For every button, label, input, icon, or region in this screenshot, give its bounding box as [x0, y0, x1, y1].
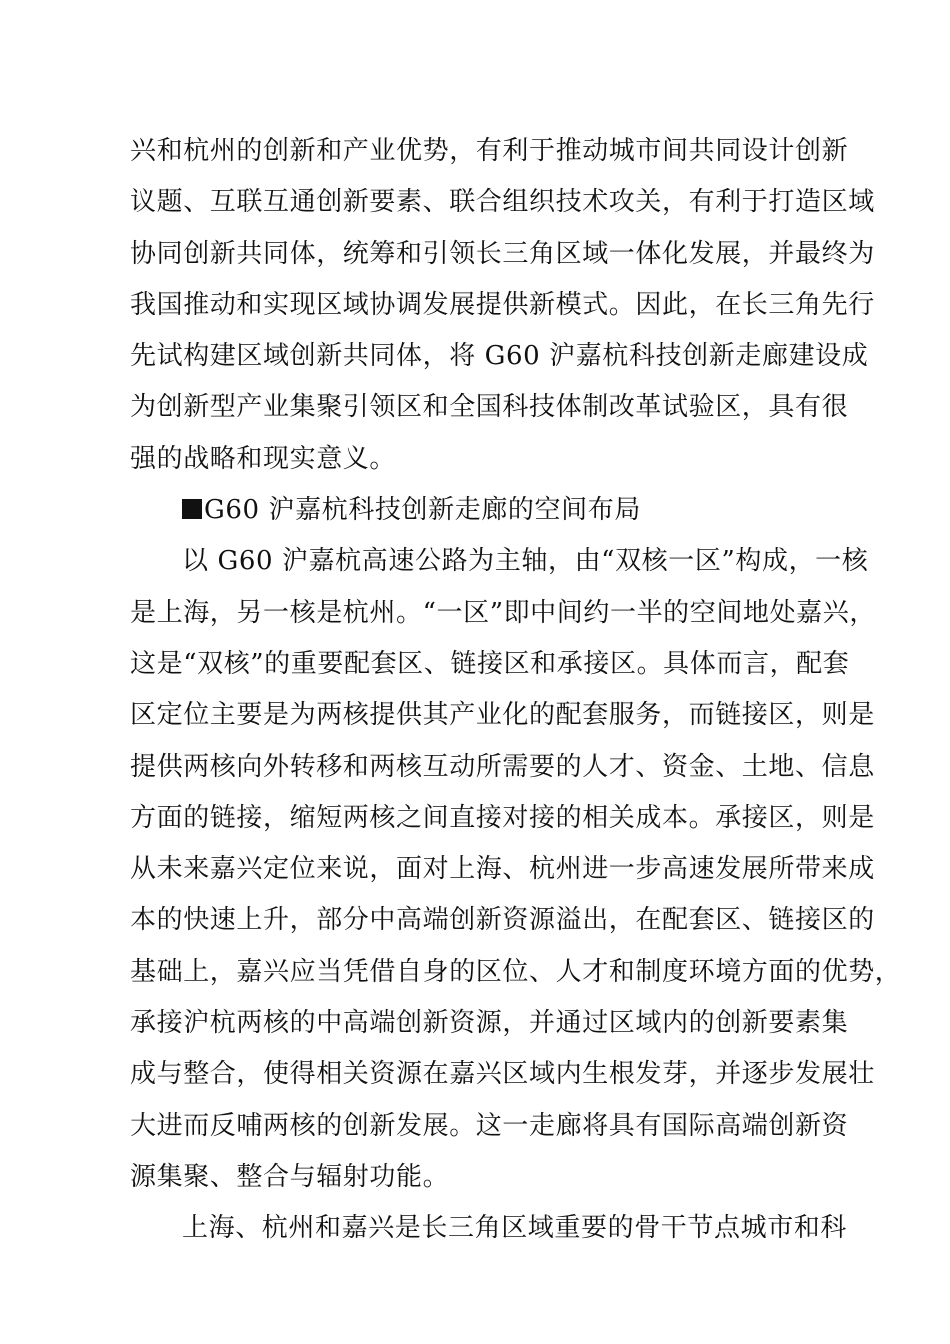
text-line: 先试构建区域创新共同体，将 G60 沪嘉杭科技创新走廊建设成 — [130, 341, 869, 372]
text-line: 兴和杭州的创新和产业优势，有利于推动城市间共同设计创新 — [130, 136, 849, 166]
text-line: 协同创新共同体，统筹和引领长三角区域一体化发展，并最终为 — [130, 238, 875, 269]
text-line: 我国推动和实现区域协调发展提供新模式。因此，在长三角先行 — [130, 289, 875, 320]
text-line: 议题、互联互通创新要素、联合组织技术攻关，有利于打造区域 — [130, 187, 875, 218]
text-line: 方面的链接，缩短两核之间直接对接的相关成本。承接区，则是 — [130, 802, 875, 833]
text-line: 提供两核向外转移和两核互动所需要的人才、资金、土地、信息 — [130, 751, 875, 782]
section-heading — [130, 485, 830, 536]
text-line: 为创新型产业集聚引领区和全国科技体制改革试验区，具有很 — [130, 392, 849, 423]
text-line: 以 G60 沪嘉杭高速公路为主轴，由“双核一区”构成，一核 — [182, 546, 869, 577]
paragraph-2 — [130, 536, 902, 1203]
text-line: 上海、杭州和嘉兴是长三角区域重要的骨干节点城市和科 — [182, 1213, 848, 1244]
text-line: 强的战略和现实意义。 — [130, 443, 397, 474]
text-line: 本的快速上升，部分中高端创新资源溢出，在配套区、链接区的 — [130, 905, 875, 936]
document-body — [130, 126, 902, 1255]
text-line: 大进而反哺两核的创新发展。这一走廊将具有国际高端创新资 — [130, 1110, 849, 1141]
text-line: 承接沪杭两核的中高端创新资源，并通过区域内的创新要素集 — [130, 1008, 849, 1039]
text-line: 这是“双核”的重要配套区、链接区和承接区。具体而言，配套 — [130, 648, 850, 679]
black-square-icon — [182, 499, 202, 519]
text-line: 源集聚、整合与辐射功能。 — [130, 1161, 450, 1192]
text-line: 区定位主要是为两核提供其产业化的配套服务，而链接区，则是 — [130, 700, 875, 731]
text-line: 成与整合，使得相关资源在嘉兴区域内生根发芽，并逐步发展壮 — [130, 1059, 875, 1090]
paragraph-3 — [130, 1203, 848, 1254]
text-line: 是上海，另一核是杭州。“一区”即中间约一半的空间地处嘉兴， — [130, 597, 876, 628]
section-heading-text: G60 沪嘉杭科技创新走廊的空间布局 — [204, 495, 641, 526]
text-line: 从未来嘉兴定位来说，面对上海、杭州进一步高速发展所带来成 — [130, 854, 875, 885]
paragraph-1 — [130, 126, 875, 485]
text-line: 基础上，嘉兴应当凭借自身的区位、人才和制度环境方面的优势， — [130, 956, 902, 987]
